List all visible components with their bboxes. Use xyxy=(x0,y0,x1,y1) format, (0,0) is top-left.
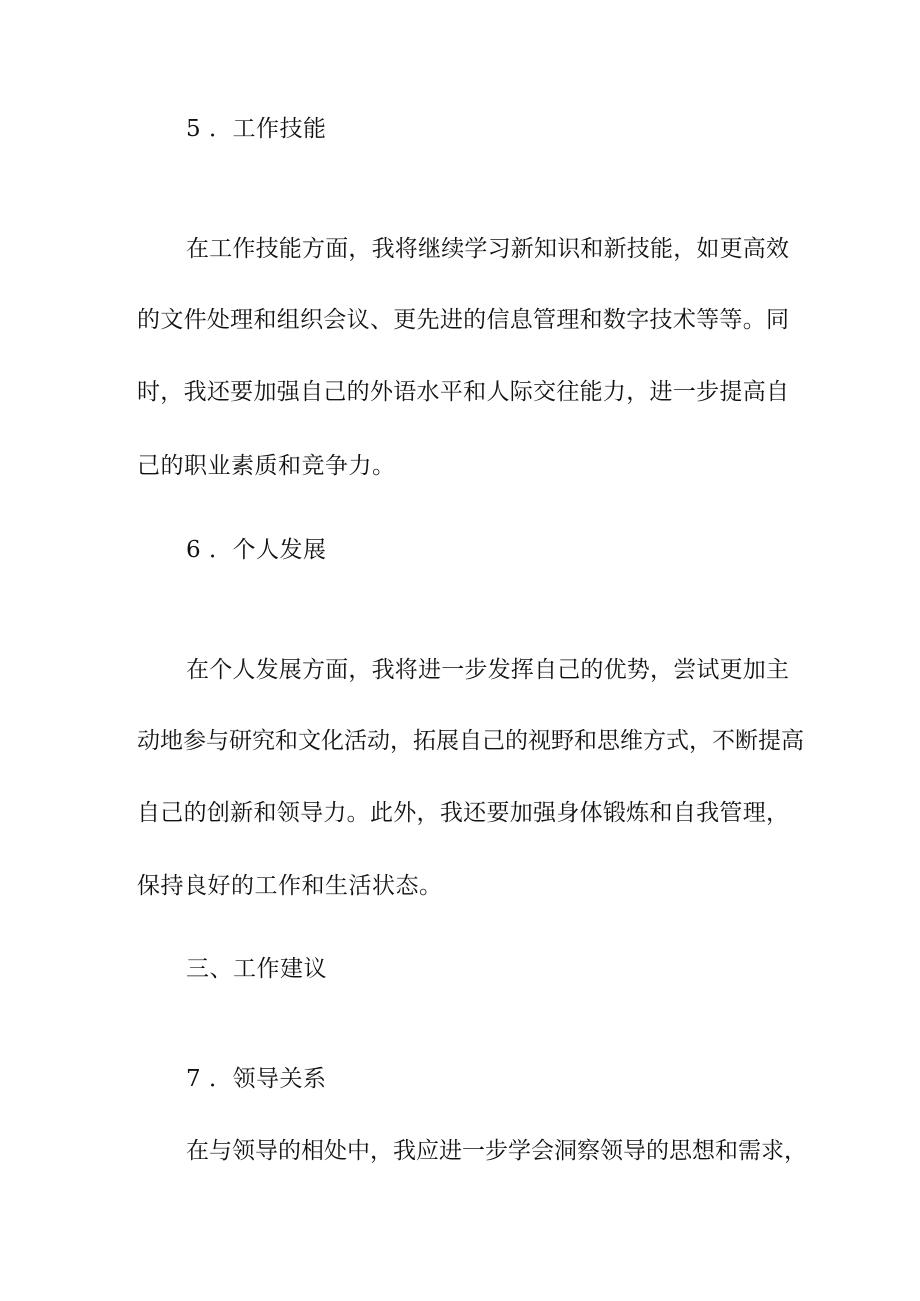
paragraph-line: 在个人发展方面，我将进一步发挥自己的优势，尝试更加主 xyxy=(186,657,789,683)
paragraph-line: 自己的创新和领导力。此外，我还要加强身体锻炼和自我管理， xyxy=(137,800,789,826)
paragraph-line: 在工作技能方面，我将继续学习新知识和新技能，如更高效 xyxy=(186,236,789,262)
paragraph-line: 动地参与研究和文化活动，拓展自己的视野和思维方式，不断提高 xyxy=(137,728,804,754)
paragraph-line: 保持良好的工作和生活状态。 xyxy=(137,873,443,899)
paragraph-line: 在与领导的相处中，我应进一步学会洞察领导的思想和需求， xyxy=(186,1138,807,1164)
section-heading-personal-development: 6 ．个人发展 xyxy=(186,537,327,563)
section-heading-work-suggestions: 三、工作建议 xyxy=(186,956,327,982)
paragraph-line: 时，我还要加强自己的外语水平和人际交往能力，进一步提高自 xyxy=(137,379,789,405)
paragraph-line: 的文件处理和组织会议、更先进的信息管理和数字技术等等。同 xyxy=(137,307,789,333)
section-heading-leadership-relations: 7 ．领导关系 xyxy=(186,1066,327,1092)
section-heading-work-skills: 5 ．工作技能 xyxy=(186,116,327,142)
paragraph-line: 己的职业素质和竞争力。 xyxy=(137,453,396,479)
